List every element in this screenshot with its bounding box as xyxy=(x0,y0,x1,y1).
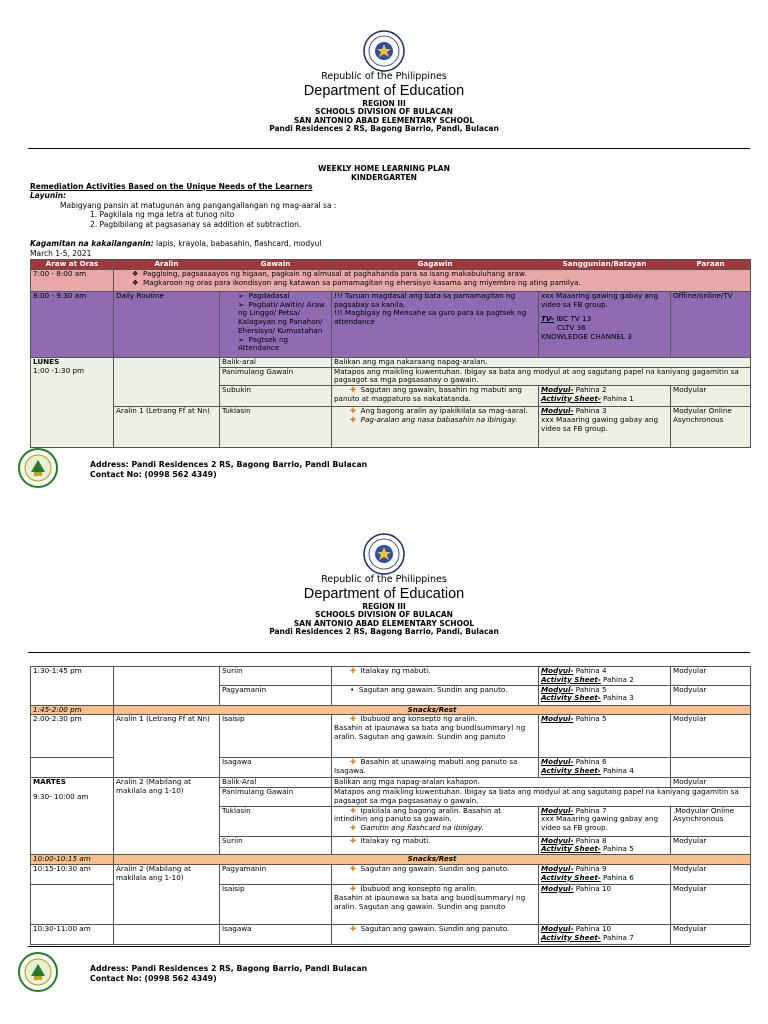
sanggunian-cell: Modyul- Pahina 3 xxx Maaaring gawing gabay ang video sa FB group. xyxy=(539,407,671,448)
sanggunian-cell: Modyul- Pahina 4 Activity Sheet- Pahina 2 xyxy=(539,667,671,686)
school-address: Pandi Residences 2 RS, Bagong Barrio, Pandi, Bulacan xyxy=(269,627,499,637)
header-divider xyxy=(28,652,750,653)
republic-text: Republic of the Philippines xyxy=(321,574,447,585)
gawain-cell: Panimulang Gawain xyxy=(220,367,332,386)
col-gawain: Gawain xyxy=(220,260,332,270)
time-cell: 10:00-10:15 am xyxy=(31,855,114,865)
sanggunian-cell: Modyul- Pahina 2 Activity Sheet- Pahina 1 xyxy=(539,386,671,407)
footer-text xyxy=(90,964,367,984)
paraan-cell: Modyular xyxy=(671,715,751,758)
region-text: REGION III xyxy=(362,601,406,611)
sanggunian-cell: Modyul- Pahina 6 Activity Sheet- Pahina 4 xyxy=(539,758,671,778)
paraan-cell: Modyular xyxy=(671,386,751,407)
table-row xyxy=(31,865,751,885)
routine-line-1: ❖ Paggising, pagsasaayos ng higaan, pagkain ng almusal at paghahanda para sa isang makabuluhang araw. xyxy=(132,269,527,278)
gagawin-cell: ✚ Basahin at unawaing mabuti ang panuto sa Isagawa. xyxy=(332,758,539,778)
gagawin-cell: ✚ Sagutan ang gawain, basahin ng mabuti ang panuto at magpaturo sa nakatatanda. xyxy=(332,386,539,407)
paraan-cell: Modyular xyxy=(671,885,751,925)
layunin-item-2: 2. Pagbibilang at pagsasanay sa addition at subtraction. xyxy=(90,220,302,229)
table-row xyxy=(31,778,751,788)
aralin-cell xyxy=(114,925,220,945)
layunin-item-1: 1. Pagkilala ng mga letra at tunog nito xyxy=(90,210,235,219)
layunin-label: Layunin: xyxy=(30,191,67,200)
gawain-cell: Isaisip xyxy=(220,715,332,758)
gawain-cell: Isagawa xyxy=(220,925,332,945)
gagawin-cell: ✚ Sagutan ang gawain. Sundin ang panuto. xyxy=(332,925,539,945)
table-row xyxy=(31,925,751,945)
school-address: Pandi Residences 2 RS, Bagong Barrio, Pandi, Bulacan xyxy=(269,124,499,134)
layunin-intro: Mabigyang pansin at matugunan ang pangangailangan ng mag-aaral sa : xyxy=(60,201,337,210)
aralin-cell xyxy=(114,357,220,406)
gawain-cell: Isagawa xyxy=(220,758,332,778)
gawain-cell: ➢ Pagdadasal ➢ Pagbati/ Awitin/ Araw ng Linggo/ Petsa/ Kalagayan ng Panahon/ Ehersisyo/ Kumustahan ➢ Pagtsek ng Attendance xyxy=(220,291,332,357)
time-cell xyxy=(31,885,114,925)
gawain-cell: Suriin xyxy=(220,667,332,686)
sanggunian-cell: Modyul- Pahina 10 Activity Sheet- Pahina 7 xyxy=(539,925,671,945)
deped-seal-icon xyxy=(363,533,405,575)
kagamitan-value: lapis, krayola, babasahin, flashcard, modyul xyxy=(153,239,322,248)
deped-seal-icon xyxy=(363,30,405,72)
aralin-cell xyxy=(114,667,220,706)
aralin-cell: Daily Routine xyxy=(114,291,220,357)
plan-table-page2 xyxy=(30,666,751,945)
sanggunian-cell: Modyul- Pahina 5 Activity Sheet- Pahina 3 xyxy=(539,685,671,705)
remediation-heading: Remediation Activities Based on the Unique Needs of the Learners xyxy=(30,182,313,191)
table-row xyxy=(31,667,751,686)
time-cell: 10:30-11:00 am xyxy=(31,925,114,945)
plan-level: KINDERGARTEN xyxy=(351,173,417,182)
time-cell xyxy=(31,758,114,778)
division-text: SCHOOLS DIVISION OF BULACAN xyxy=(315,107,453,117)
plan-title: WEEKLY HOME LEARNING PLAN xyxy=(318,164,450,173)
paraan-cell: Modyular Online Asynchronous xyxy=(671,407,751,448)
time-cell: 8:00 - 9:30 am xyxy=(31,291,114,357)
sanggunian-cell: xxx Maaaring gawing gabay ang video sa FB group. TV- IBC TV 13 CLTV 36 KNOWLEDGE CHANNEL 3 xyxy=(539,291,671,357)
sanggunian-cell: Modyul- Pahina 8 Activity Sheet- Pahina 5 xyxy=(539,836,671,855)
aralin-cell: Aralin 1 (Letrang Ff at Nn) xyxy=(114,407,220,448)
gawain-cell: Isaisip xyxy=(220,885,332,925)
col-araw: Araw at Oras xyxy=(31,260,114,270)
gagawin-cell: ✚ Ibubuod ang konsepto ng aralin. Basahin at ipaunawa sa bata ang buod(summary) ng aralin. Sagutan ang gawain. Sundin ang panuto xyxy=(332,885,539,925)
time-cell: 1:45-2:00 pm xyxy=(31,705,114,715)
col-paraan: Paraan xyxy=(671,260,751,270)
paraan-cell: Offline/online/TV xyxy=(671,291,751,357)
republic-text: Republic of the Philippines xyxy=(321,71,447,82)
aralin-cell: Aralin 2 (Mabilang at makilala ang 1-10) xyxy=(114,778,220,855)
kagamitan-label: Kagamitan na kakailanganin: xyxy=(30,239,154,248)
footer-address: Address: Pandi Residences 2 RS, Bagong Barrio, Pandi Bulacan xyxy=(90,460,368,469)
paraan-cell: Modyular xyxy=(671,836,751,855)
department-title: Department of Education xyxy=(303,585,465,602)
paraan-cell: .Modyular Online Asynchronous xyxy=(671,806,751,836)
gagawin-cell: ✚ Sagutan ang gawain. Sundin ang panuto. xyxy=(332,865,539,885)
table-row xyxy=(31,269,751,291)
date-range: March 1-5, 2021 xyxy=(30,249,92,258)
gagawin-cell: ✚ Italakay ng mabuti. xyxy=(332,667,539,686)
paraan-cell: Modyular xyxy=(671,925,751,945)
gawain-cell: Pagyamanin xyxy=(220,685,332,705)
plan-title-block xyxy=(0,164,768,182)
snack-row xyxy=(31,855,751,865)
school-logo-icon xyxy=(18,448,58,488)
footer-contact: Contact No: (0998 562 4349) xyxy=(90,974,217,984)
paraan-cell: Modyular xyxy=(671,685,751,705)
footer-address: Address: Pandi Residences 2 RS, Bagong Barrio, Pandi Bulacan xyxy=(90,964,368,973)
time-cell: 7:00 - 8:00 am xyxy=(31,269,114,291)
page2-header xyxy=(0,575,768,637)
gawain-cell: Balik-Aral xyxy=(220,778,332,788)
day-cell: MARTES 9:30- 10:00 am xyxy=(31,778,114,855)
sanggunian-cell: Modyul- Pahina 5 xyxy=(539,715,671,758)
table-row xyxy=(31,715,751,758)
gagawin-cell: • Sagutan ang gawain. Sundin ang panuto. xyxy=(332,685,539,705)
sanggunian-cell: Modyul- Pahina 9 Activity Sheet- Pahina 6 xyxy=(539,865,671,885)
plan-table-page1 xyxy=(30,259,751,448)
gawain-cell: Pagyamanin xyxy=(220,865,332,885)
col-sanggunian: Sanggunian/Batayan xyxy=(539,260,671,270)
gagawin-cell: ✚ Ipakilala ang bagong aralin. Basahin at intindihin ang panuto sa gawain. ✚ Gamitin ang flashcard na ibinigay. xyxy=(332,806,539,836)
page2-bottom-rule xyxy=(28,946,750,947)
morning-routine-cell xyxy=(114,269,751,291)
paraan-cell: Modyular xyxy=(671,667,751,686)
col-gagawin: Gagawin xyxy=(332,260,539,270)
gawain-cell: Panimulang Gawain xyxy=(220,788,332,807)
col-aralin: Aralin xyxy=(114,260,220,270)
day-cell: LUNES 1:00 -1:30 pm xyxy=(31,357,114,447)
gagawin-cell: Balikan ang mga nakaraang napag-aralan. xyxy=(332,357,751,367)
aralin-cell: Aralin 1 (Letrang Ff at Nn) xyxy=(114,715,220,778)
region-text: REGION III xyxy=(362,98,406,108)
gagawin-cell: Balikan ang mga napag-aralan kahapon. xyxy=(332,778,671,788)
gawain-cell: Tuklasin xyxy=(220,806,332,836)
table-row xyxy=(31,407,751,448)
paraan-cell: Modyular xyxy=(671,865,751,885)
gawain-cell: Balik-aral xyxy=(220,357,332,367)
time-cell: 1:30-1:45 pm xyxy=(31,667,114,706)
snack-label: Snacks/Rest xyxy=(114,705,751,715)
paraan-cell xyxy=(671,758,751,778)
gagawin-cell: Matapos ang maikling kuwentuhan. Ibigay sa bata ang modyul at ang sagutang papel na kaniyang gagamitin sa pagsagot sa mga pagsasanay o gawain. xyxy=(332,367,751,386)
sanggunian-cell: Modyul- Pahina 7 xxx Maaaring gawing gabay ang video sa FB group. xyxy=(539,806,671,836)
footer-contact: Contact No: (0998 562 4349) xyxy=(90,470,217,480)
gagawin-cell: Matapos ang maikling kuwentuhan. Ibigay sa bata ang modyul at ang sagutang papel na kaniyang gagamitin sa pagsagot sa mga pagsasanay o gawain. xyxy=(332,788,751,807)
routine-line-2: ❖ Magkaroon ng oras para ikondisyon ang katawan sa pamamagitan ng ehersisyo kasama ang miyembro ng ating pamilya. xyxy=(132,277,581,287)
school-name: SAN ANTONIO ABAD ELEMENTARY SCHOOL xyxy=(293,115,475,125)
header-divider xyxy=(28,148,750,149)
footer-text xyxy=(90,460,367,480)
gawain-cell: Suriin xyxy=(220,836,332,855)
time-cell: 10:15-10:30 am xyxy=(31,865,114,885)
snack-label: Snacks/Rest xyxy=(114,855,751,865)
gagawin-cell: ✚ Ibubuod ang konsepto ng aralin. Basahin at ipaunawa sa bata ang buod(summary) ng aralin. Sagutan ang gawain. Sundin ang panuto xyxy=(332,715,539,758)
table-header-row xyxy=(31,260,751,270)
kagamitan-line xyxy=(30,239,321,248)
aralin-cell: Aralin 2 (Mabilang at makilala ang 1-10) xyxy=(114,865,220,925)
time-cell: 2:00-2:30 pm xyxy=(31,715,114,758)
snack-row xyxy=(31,705,751,715)
page1-header xyxy=(0,72,768,134)
gagawin-cell: !!! Turuan magdasal ang bata sa pamamagitan ng pagsabay sa kanila. !!! Magbigay ng Mensahe sa guro para sa pagtsek ng attendance xyxy=(332,291,539,357)
division-text: SCHOOLS DIVISION OF BULACAN xyxy=(315,610,453,620)
table-row xyxy=(31,291,751,357)
department-title: Department of Education xyxy=(303,82,465,99)
gagawin-cell: ✚ Ang bagong aralin ay ipakikilala sa mag-aaral. ✚ Pag-aralan ang nasa babasahin na ibinigay. xyxy=(332,407,539,448)
school-logo-icon xyxy=(18,952,58,992)
gagawin-cell: ✚ Italakay ng mabuti. xyxy=(332,836,539,855)
sanggunian-cell: Modyul- Pahina 10 xyxy=(539,885,671,925)
paraan-cell: Modyular xyxy=(671,778,751,788)
gawain-cell: Subukin xyxy=(220,386,332,407)
school-name: SAN ANTONIO ABAD ELEMENTARY SCHOOL xyxy=(293,618,475,628)
gawain-cell: Tuklasin xyxy=(220,407,332,448)
table-row xyxy=(31,357,751,367)
